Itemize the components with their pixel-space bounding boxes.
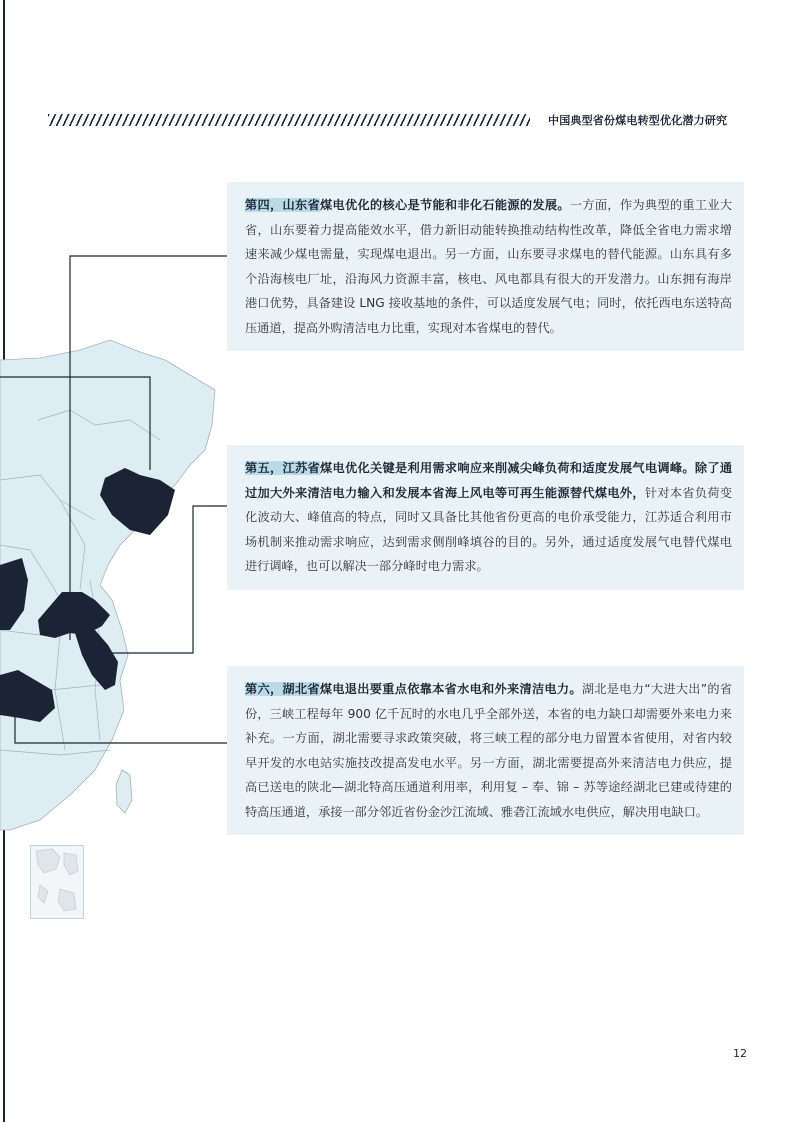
section-hubei bbox=[227, 666, 744, 835]
section-lead: 煤电优化的核心是节能和非化石能源的发展。 bbox=[319, 198, 570, 212]
page-number: 12 bbox=[733, 1047, 747, 1060]
section-label: 第四，山东省 bbox=[245, 198, 320, 212]
section-label: 第六，湖北省 bbox=[245, 682, 320, 696]
map-landmass bbox=[0, 340, 215, 830]
section-label: 第五，江苏省 bbox=[245, 461, 320, 475]
china-east-map bbox=[0, 330, 230, 840]
header-hatch-decoration bbox=[48, 114, 530, 126]
section-shandong bbox=[227, 182, 744, 351]
section-lead: 煤电退出要重点依靠本省水电和外来清洁电力。 bbox=[319, 682, 582, 696]
section-lead: 煤电优化关键是利用需求响应来削减尖峰负荷和适度发展气电调峰。除了通过加大外来清洁电力输入和发展本省海上风电等可再生能源替代煤电外， bbox=[245, 461, 733, 500]
running-title: 中国典型省份煤电转型优化潜力研究 bbox=[548, 114, 728, 127]
section-jiangsu-text bbox=[245, 456, 732, 579]
section-shandong-text bbox=[245, 193, 732, 340]
section-body: 一方面，作为典型的重工业大省，山东要着力提高能效水平，借力新旧动能转换推动结构性改革，降低全省电力需求增速来减少煤电需量，实现煤电退出。另一方面，山东要寻求煤电的替代能源。山东具有多个沿海核电厂址，沿海风力资源丰富，核电、风电都具有很大的开发潜力。山东拥有海岸港口优势，具备建设 LNG 接收基地的条件，可以适度发展气电；同时，依托西电东送特高压通道，提高外购清洁电力比重，实现对本省煤电的替代。 bbox=[245, 198, 733, 335]
section-jiangsu bbox=[227, 445, 744, 590]
section-body: 针对本省负荷变化波动大、峰值高的特点，同时又具备比其他省份更高的电价承受能力，江苏适合利用市场机制来推动需求响应，达到需求侧削峰填谷的目的。另外，通过适度发展气电替代煤电进行调峰，也可以解决一部分峰时电力需求。 bbox=[245, 485, 733, 573]
section-hubei-text bbox=[245, 677, 732, 824]
south-china-sea-inset bbox=[30, 845, 84, 919]
section-body: 湖北是电力“大进大出”的省份，三峡工程每年 900 亿千瓦时的水电几乎全部外送，本省的电力缺口却需要外来电力来补充。一方面，湖北需要寻求政策突破，将三峡工程的部分电力留置本省使用，对省内较早开发的水电站实施技改提高发电水平。另一方面，湖北需要提高外来清洁电力供应，提高已送电的陕北—湖北特高压通道利用率，利用复 – 奉、锦 – 苏等途经湖北已建或待建的特高压通道，承接一部分邻近省份金沙江流域、雅砻江流域水电供应，解决用电缺口。 bbox=[245, 682, 733, 819]
map-island bbox=[116, 770, 132, 813]
